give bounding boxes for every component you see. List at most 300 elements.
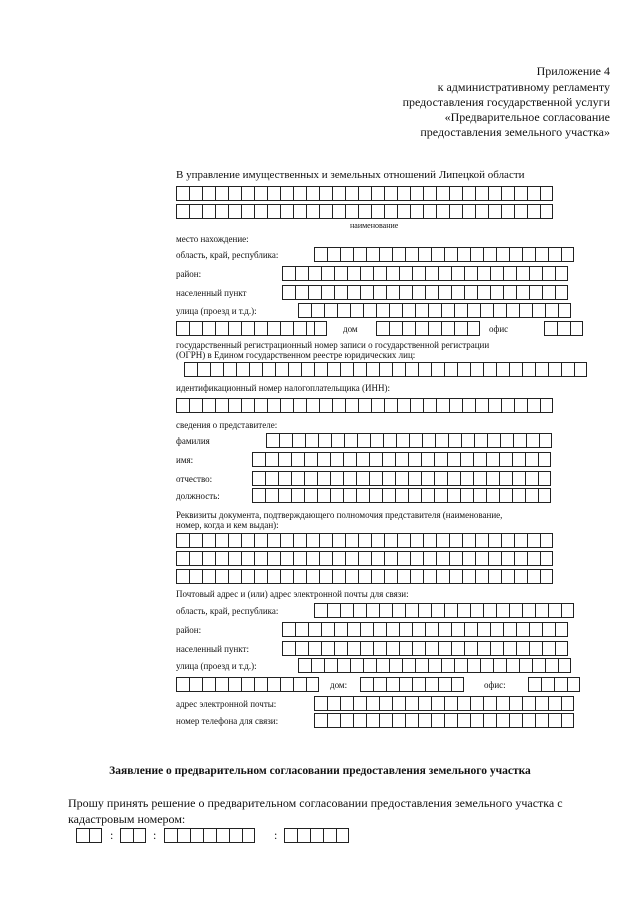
char-cell[interactable]: [408, 471, 421, 486]
char-cell[interactable]: [451, 641, 464, 656]
char-cell[interactable]: [252, 471, 265, 486]
char-cell[interactable]: [483, 247, 496, 262]
char-cell[interactable]: [340, 713, 353, 728]
char-cell[interactable]: [405, 247, 418, 262]
char-cell[interactable]: [470, 362, 483, 377]
char-cell[interactable]: [358, 204, 371, 219]
char-cell[interactable]: [405, 696, 418, 711]
char-cell[interactable]: [457, 247, 470, 262]
char-cell[interactable]: [330, 452, 343, 467]
char-cell[interactable]: [306, 677, 319, 692]
char-cell[interactable]: [542, 285, 555, 300]
char-cell[interactable]: [323, 828, 336, 843]
char-cell[interactable]: [267, 321, 280, 336]
char-cell[interactable]: [267, 204, 280, 219]
char-cell[interactable]: [345, 398, 358, 413]
char-cell[interactable]: [528, 677, 541, 692]
char-cell[interactable]: [540, 551, 553, 566]
char-cell[interactable]: [395, 452, 408, 467]
char-cell[interactable]: [480, 303, 493, 318]
char-cell[interactable]: [527, 551, 540, 566]
char-cell[interactable]: [278, 471, 291, 486]
char-cell[interactable]: [254, 533, 267, 548]
char-cell[interactable]: [558, 303, 571, 318]
char-cell[interactable]: [321, 266, 334, 281]
char-cell[interactable]: [501, 551, 514, 566]
char-cell[interactable]: [415, 321, 428, 336]
char-cell[interactable]: [410, 551, 423, 566]
document-grid-3[interactable]: [176, 569, 553, 584]
char-cell[interactable]: [190, 828, 203, 843]
char-cell[interactable]: [540, 533, 553, 548]
char-cell[interactable]: [454, 321, 467, 336]
char-cell[interactable]: [358, 398, 371, 413]
char-cell[interactable]: [254, 677, 267, 692]
char-cell[interactable]: [298, 303, 311, 318]
char-cell[interactable]: [532, 303, 545, 318]
char-cell[interactable]: [330, 488, 343, 503]
char-cell[interactable]: [525, 452, 538, 467]
char-cell[interactable]: [410, 569, 423, 584]
char-cell[interactable]: [350, 658, 363, 673]
char-cell[interactable]: [308, 622, 321, 637]
char-cell[interactable]: [460, 471, 473, 486]
char-cell[interactable]: [295, 622, 308, 637]
char-cell[interactable]: [399, 266, 412, 281]
char-cell[interactable]: [386, 285, 399, 300]
char-cell[interactable]: [514, 569, 527, 584]
district-grid[interactable]: [282, 266, 568, 281]
char-cell[interactable]: [321, 285, 334, 300]
char-cell[interactable]: [538, 471, 551, 486]
char-cell[interactable]: [399, 285, 412, 300]
char-cell[interactable]: [327, 603, 340, 618]
char-cell[interactable]: [475, 398, 488, 413]
char-cell[interactable]: [486, 471, 499, 486]
char-cell[interactable]: [475, 186, 488, 201]
char-cell[interactable]: [310, 828, 323, 843]
char-cell[interactable]: [278, 488, 291, 503]
char-cell[interactable]: [542, 266, 555, 281]
char-cell[interactable]: [447, 452, 460, 467]
char-cell[interactable]: [376, 658, 389, 673]
char-cell[interactable]: [371, 533, 384, 548]
char-cell[interactable]: [438, 677, 451, 692]
char-cell[interactable]: [202, 398, 215, 413]
char-cell[interactable]: [462, 551, 475, 566]
char-cell[interactable]: [314, 696, 327, 711]
char-cell[interactable]: [308, 641, 321, 656]
char-cell[interactable]: [423, 551, 436, 566]
char-cell[interactable]: [434, 452, 447, 467]
char-cell[interactable]: [363, 303, 376, 318]
char-cell[interactable]: [470, 603, 483, 618]
char-cell[interactable]: [548, 696, 561, 711]
char-cell[interactable]: [418, 362, 431, 377]
char-cell[interactable]: [428, 303, 441, 318]
char-cell[interactable]: [535, 696, 548, 711]
char-cell[interactable]: [514, 398, 527, 413]
char-cell[interactable]: [496, 603, 509, 618]
char-cell[interactable]: [428, 658, 441, 673]
char-cell[interactable]: [441, 658, 454, 673]
char-cell[interactable]: [282, 641, 295, 656]
char-cell[interactable]: [304, 488, 317, 503]
char-cell[interactable]: [474, 433, 487, 448]
char-cell[interactable]: [295, 641, 308, 656]
char-cell[interactable]: [379, 713, 392, 728]
char-cell[interactable]: [486, 488, 499, 503]
char-cell[interactable]: [451, 285, 464, 300]
first-name-grid[interactable]: [252, 452, 551, 467]
char-cell[interactable]: [215, 186, 228, 201]
char-cell[interactable]: [314, 321, 327, 336]
char-cell[interactable]: [509, 247, 522, 262]
char-cell[interactable]: [395, 488, 408, 503]
postal-office-grid[interactable]: [528, 677, 580, 692]
char-cell[interactable]: [475, 551, 488, 566]
char-cell[interactable]: [321, 641, 334, 656]
char-cell[interactable]: [418, 603, 431, 618]
char-cell[interactable]: [480, 658, 493, 673]
char-cell[interactable]: [557, 321, 570, 336]
char-cell[interactable]: [360, 266, 373, 281]
char-cell[interactable]: [449, 398, 462, 413]
char-cell[interactable]: [371, 569, 384, 584]
char-cell[interactable]: [449, 204, 462, 219]
char-cell[interactable]: [267, 398, 280, 413]
char-cell[interactable]: [319, 186, 332, 201]
char-cell[interactable]: [202, 677, 215, 692]
char-cell[interactable]: [228, 677, 241, 692]
region-grid[interactable]: [314, 247, 574, 262]
char-cell[interactable]: [241, 321, 254, 336]
char-cell[interactable]: [488, 186, 501, 201]
char-cell[interactable]: [291, 488, 304, 503]
char-cell[interactable]: [389, 303, 402, 318]
patronymic-grid[interactable]: [252, 471, 551, 486]
char-cell[interactable]: [379, 603, 392, 618]
char-cell[interactable]: [425, 285, 438, 300]
char-cell[interactable]: [503, 285, 516, 300]
char-cell[interactable]: [410, 186, 423, 201]
char-cell[interactable]: [301, 362, 314, 377]
char-cell[interactable]: [241, 398, 254, 413]
char-cell[interactable]: [501, 398, 514, 413]
char-cell[interactable]: [345, 186, 358, 201]
char-cell[interactable]: [177, 828, 190, 843]
char-cell[interactable]: [538, 452, 551, 467]
char-cell[interactable]: [242, 828, 255, 843]
char-cell[interactable]: [441, 303, 454, 318]
char-cell[interactable]: [397, 551, 410, 566]
char-cell[interactable]: [399, 677, 412, 692]
char-cell[interactable]: [405, 713, 418, 728]
char-cell[interactable]: [509, 696, 522, 711]
char-cell[interactable]: [490, 641, 503, 656]
char-cell[interactable]: [319, 569, 332, 584]
char-cell[interactable]: [512, 452, 525, 467]
char-cell[interactable]: [332, 398, 345, 413]
street-grid-extra[interactable]: [176, 321, 319, 336]
char-cell[interactable]: [241, 533, 254, 548]
char-cell[interactable]: [541, 677, 554, 692]
char-cell[interactable]: [280, 204, 293, 219]
char-cell[interactable]: [464, 266, 477, 281]
char-cell[interactable]: [382, 471, 395, 486]
char-cell[interactable]: [215, 398, 228, 413]
char-cell[interactable]: [447, 471, 460, 486]
char-cell[interactable]: [570, 321, 583, 336]
char-cell[interactable]: [293, 204, 306, 219]
char-cell[interactable]: [282, 622, 295, 637]
char-cell[interactable]: [540, 569, 553, 584]
char-cell[interactable]: [384, 398, 397, 413]
char-cell[interactable]: [506, 658, 519, 673]
char-cell[interactable]: [412, 677, 425, 692]
char-cell[interactable]: [461, 433, 474, 448]
char-cell[interactable]: [522, 603, 535, 618]
char-cell[interactable]: [522, 247, 535, 262]
char-cell[interactable]: [473, 452, 486, 467]
char-cell[interactable]: [399, 641, 412, 656]
char-cell[interactable]: [473, 471, 486, 486]
char-cell[interactable]: [331, 433, 344, 448]
char-cell[interactable]: [447, 488, 460, 503]
postal-region-grid[interactable]: [314, 603, 574, 618]
char-cell[interactable]: [371, 186, 384, 201]
char-cell[interactable]: [202, 569, 215, 584]
char-cell[interactable]: [431, 247, 444, 262]
char-cell[interactable]: [334, 641, 347, 656]
char-cell[interactable]: [360, 622, 373, 637]
char-cell[interactable]: [408, 488, 421, 503]
char-cell[interactable]: [412, 641, 425, 656]
char-cell[interactable]: [373, 641, 386, 656]
char-cell[interactable]: [509, 603, 522, 618]
char-cell[interactable]: [215, 204, 228, 219]
char-cell[interactable]: [444, 603, 457, 618]
char-cell[interactable]: [376, 321, 389, 336]
char-cell[interactable]: [410, 533, 423, 548]
char-cell[interactable]: [280, 321, 293, 336]
char-cell[interactable]: [371, 204, 384, 219]
char-cell[interactable]: [436, 569, 449, 584]
char-cell[interactable]: [384, 569, 397, 584]
char-cell[interactable]: [291, 471, 304, 486]
char-cell[interactable]: [275, 362, 288, 377]
char-cell[interactable]: [501, 569, 514, 584]
char-cell[interactable]: [280, 533, 293, 548]
char-cell[interactable]: [397, 398, 410, 413]
char-cell[interactable]: [500, 433, 513, 448]
char-cell[interactable]: [412, 622, 425, 637]
char-cell[interactable]: [434, 471, 447, 486]
char-cell[interactable]: [223, 362, 236, 377]
char-cell[interactable]: [405, 362, 418, 377]
locality-grid[interactable]: [282, 285, 568, 300]
char-cell[interactable]: [189, 551, 202, 566]
char-cell[interactable]: [228, 204, 241, 219]
char-cell[interactable]: [501, 533, 514, 548]
char-cell[interactable]: [369, 488, 382, 503]
char-cell[interactable]: [509, 713, 522, 728]
house-grid[interactable]: [376, 321, 480, 336]
char-cell[interactable]: [360, 285, 373, 300]
char-cell[interactable]: [176, 398, 189, 413]
char-cell[interactable]: [402, 303, 415, 318]
char-cell[interactable]: [319, 551, 332, 566]
char-cell[interactable]: [358, 551, 371, 566]
char-cell[interactable]: [340, 362, 353, 377]
char-cell[interactable]: [449, 533, 462, 548]
char-cell[interactable]: [314, 713, 327, 728]
char-cell[interactable]: [343, 471, 356, 486]
char-cell[interactable]: [371, 551, 384, 566]
char-cell[interactable]: [366, 713, 379, 728]
char-cell[interactable]: [254, 551, 267, 566]
char-cell[interactable]: [345, 204, 358, 219]
char-cell[interactable]: [317, 471, 330, 486]
char-cell[interactable]: [513, 433, 526, 448]
char-cell[interactable]: [483, 362, 496, 377]
char-cell[interactable]: [483, 696, 496, 711]
char-cell[interactable]: [402, 321, 415, 336]
char-cell[interactable]: [228, 569, 241, 584]
char-cell[interactable]: [215, 569, 228, 584]
char-cell[interactable]: [467, 658, 480, 673]
char-cell[interactable]: [457, 713, 470, 728]
char-cell[interactable]: [254, 398, 267, 413]
char-cell[interactable]: [327, 696, 340, 711]
char-cell[interactable]: [451, 622, 464, 637]
char-cell[interactable]: [384, 551, 397, 566]
char-cell[interactable]: [382, 452, 395, 467]
char-cell[interactable]: [384, 533, 397, 548]
char-cell[interactable]: [506, 303, 519, 318]
char-cell[interactable]: [373, 266, 386, 281]
char-cell[interactable]: [373, 285, 386, 300]
char-cell[interactable]: [202, 533, 215, 548]
char-cell[interactable]: [379, 696, 392, 711]
char-cell[interactable]: [542, 641, 555, 656]
char-cell[interactable]: [306, 204, 319, 219]
char-cell[interactable]: [470, 696, 483, 711]
char-cell[interactable]: [216, 828, 229, 843]
char-cell[interactable]: [369, 471, 382, 486]
char-cell[interactable]: [444, 713, 457, 728]
char-cell[interactable]: [120, 828, 133, 843]
cadastral-grid-2[interactable]: [120, 828, 146, 843]
char-cell[interactable]: [267, 569, 280, 584]
char-cell[interactable]: [306, 569, 319, 584]
char-cell[interactable]: [428, 321, 441, 336]
char-cell[interactable]: [438, 285, 451, 300]
char-cell[interactable]: [334, 266, 347, 281]
postal-house-grid[interactable]: [360, 677, 464, 692]
char-cell[interactable]: [544, 321, 557, 336]
char-cell[interactable]: [334, 622, 347, 637]
char-cell[interactable]: [503, 622, 516, 637]
char-cell[interactable]: [415, 303, 428, 318]
char-cell[interactable]: [228, 533, 241, 548]
char-cell[interactable]: [358, 569, 371, 584]
char-cell[interactable]: [254, 204, 267, 219]
char-cell[interactable]: [488, 204, 501, 219]
char-cell[interactable]: [473, 488, 486, 503]
char-cell[interactable]: [311, 303, 324, 318]
char-cell[interactable]: [527, 186, 540, 201]
char-cell[interactable]: [189, 186, 202, 201]
char-cell[interactable]: [516, 285, 529, 300]
char-cell[interactable]: [558, 658, 571, 673]
char-cell[interactable]: [267, 186, 280, 201]
char-cell[interactable]: [337, 303, 350, 318]
char-cell[interactable]: [522, 362, 535, 377]
char-cell[interactable]: [249, 362, 262, 377]
char-cell[interactable]: [457, 696, 470, 711]
postal-street-grid[interactable]: [298, 658, 571, 673]
char-cell[interactable]: [358, 533, 371, 548]
char-cell[interactable]: [266, 433, 279, 448]
char-cell[interactable]: [376, 303, 389, 318]
char-cell[interactable]: [252, 488, 265, 503]
char-cell[interactable]: [467, 303, 480, 318]
char-cell[interactable]: [366, 247, 379, 262]
char-cell[interactable]: [423, 204, 436, 219]
char-cell[interactable]: [379, 247, 392, 262]
char-cell[interactable]: [366, 362, 379, 377]
char-cell[interactable]: [540, 204, 553, 219]
char-cell[interactable]: [353, 247, 366, 262]
char-cell[interactable]: [397, 204, 410, 219]
char-cell[interactable]: [436, 551, 449, 566]
char-cell[interactable]: [529, 641, 542, 656]
char-cell[interactable]: [460, 488, 473, 503]
char-cell[interactable]: [423, 186, 436, 201]
char-cell[interactable]: [353, 713, 366, 728]
document-grid-1[interactable]: [176, 533, 553, 548]
char-cell[interactable]: [514, 533, 527, 548]
char-cell[interactable]: [343, 452, 356, 467]
char-cell[interactable]: [509, 362, 522, 377]
cadastral-grid-4[interactable]: [284, 828, 349, 843]
char-cell[interactable]: [278, 452, 291, 467]
char-cell[interactable]: [184, 362, 197, 377]
char-cell[interactable]: [210, 362, 223, 377]
char-cell[interactable]: [383, 433, 396, 448]
char-cell[interactable]: [444, 362, 457, 377]
char-cell[interactable]: [353, 362, 366, 377]
char-cell[interactable]: [353, 603, 366, 618]
char-cell[interactable]: [382, 488, 395, 503]
phone-grid[interactable]: [314, 713, 574, 728]
char-cell[interactable]: [392, 696, 405, 711]
char-cell[interactable]: [298, 658, 311, 673]
char-cell[interactable]: [189, 398, 202, 413]
char-cell[interactable]: [418, 696, 431, 711]
char-cell[interactable]: [279, 433, 292, 448]
char-cell[interactable]: [176, 569, 189, 584]
char-cell[interactable]: [340, 696, 353, 711]
postal-district-grid[interactable]: [282, 622, 568, 637]
char-cell[interactable]: [344, 433, 357, 448]
char-cell[interactable]: [436, 204, 449, 219]
char-cell[interactable]: [448, 433, 461, 448]
char-cell[interactable]: [282, 285, 295, 300]
char-cell[interactable]: [529, 266, 542, 281]
char-cell[interactable]: [386, 677, 399, 692]
